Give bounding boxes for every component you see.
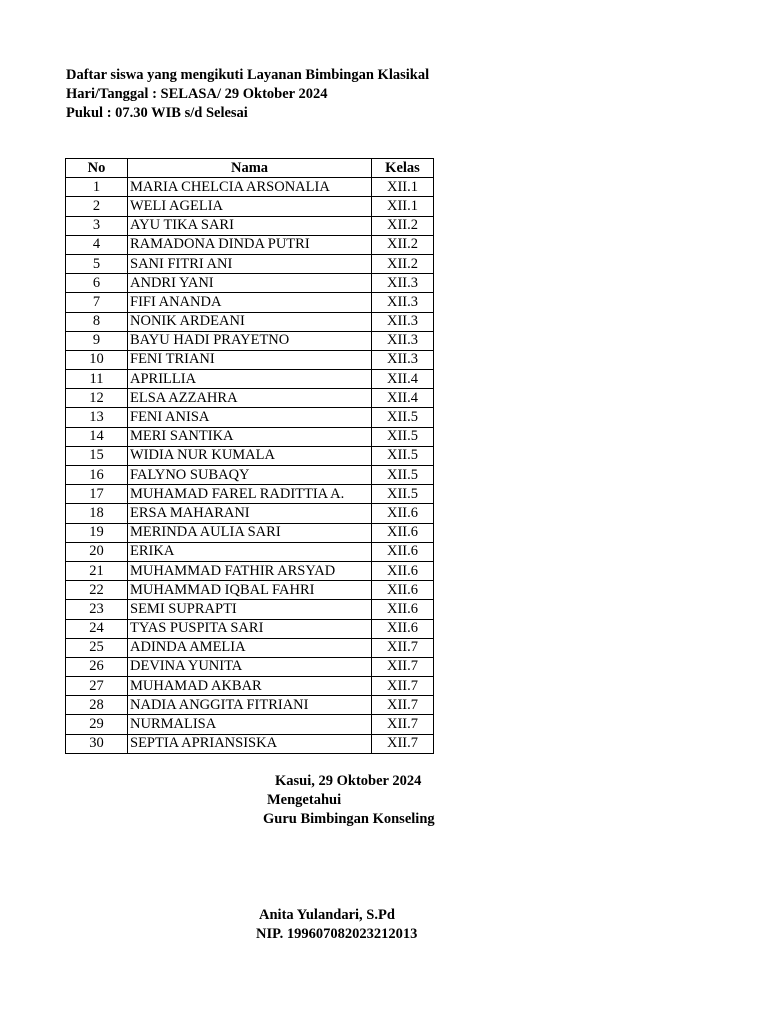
- cell-no: 4: [66, 235, 128, 254]
- cell-kelas: XII.3: [372, 312, 434, 331]
- cell-kelas: XII.7: [372, 734, 434, 753]
- cell-kelas: XII.5: [372, 427, 434, 446]
- table-row: [66, 312, 434, 331]
- table-row: [66, 370, 434, 389]
- signature-place-date: Kasui, 29 Oktober 2024: [275, 773, 422, 789]
- cell-kelas: XII.4: [372, 389, 434, 408]
- cell-nama: MERI SANTIKA: [128, 427, 372, 446]
- table-row: [66, 619, 434, 638]
- table-header-row: [66, 159, 434, 178]
- cell-kelas: XII.2: [372, 235, 434, 254]
- table-row: [66, 350, 434, 369]
- cell-nama: WELI AGELIA: [128, 197, 372, 216]
- table-row: [66, 657, 434, 676]
- table-row: [66, 293, 434, 312]
- cell-no: 3: [66, 216, 128, 235]
- cell-no: 2: [66, 197, 128, 216]
- cell-nama: ELSA AZZAHRA: [128, 389, 372, 408]
- cell-no: 22: [66, 581, 128, 600]
- cell-no: 1: [66, 178, 128, 197]
- cell-kelas: XII.2: [372, 254, 434, 273]
- cell-nama: FENI TRIANI: [128, 350, 372, 369]
- cell-kelas: XII.2: [372, 216, 434, 235]
- document-title: Daftar siswa yang mengikuti Layanan Bimbingan Klasikal: [66, 67, 430, 83]
- cell-no: 9: [66, 331, 128, 350]
- cell-no: 16: [66, 466, 128, 485]
- cell-kelas: XII.5: [372, 485, 434, 504]
- cell-nama: AYU TIKA SARI: [128, 216, 372, 235]
- table-row: [66, 408, 434, 427]
- cell-kelas: XII.3: [372, 293, 434, 312]
- cell-kelas: XII.7: [372, 715, 434, 734]
- cell-nama: FIFI ANANDA: [128, 293, 372, 312]
- cell-no: 13: [66, 408, 128, 427]
- table-row: [66, 715, 434, 734]
- cell-kelas: XII.3: [372, 274, 434, 293]
- cell-nama: FENI ANISA: [128, 408, 372, 427]
- table-row: [66, 600, 434, 619]
- cell-no: 15: [66, 446, 128, 465]
- table-row: [66, 638, 434, 657]
- cell-nama: WIDIA NUR KUMALA: [128, 446, 372, 465]
- cell-nama: MUHAMMAD IQBAL FAHRI: [128, 581, 372, 600]
- cell-kelas: XII.6: [372, 561, 434, 580]
- table-row: [66, 504, 434, 523]
- cell-no: 23: [66, 600, 128, 619]
- cell-kelas: XII.7: [372, 657, 434, 676]
- cell-no: 29: [66, 715, 128, 734]
- table-row: [66, 523, 434, 542]
- cell-no: 24: [66, 619, 128, 638]
- cell-kelas: XII.6: [372, 542, 434, 561]
- document-header: [66, 66, 429, 123]
- signature-role: Guru Bimbingan Konseling: [263, 811, 435, 827]
- cell-kelas: XII.4: [372, 370, 434, 389]
- cell-no: 8: [66, 312, 128, 331]
- cell-nama: APRILLIA: [128, 370, 372, 389]
- cell-nama: RAMADONA DINDA PUTRI: [128, 235, 372, 254]
- table-row: [66, 446, 434, 465]
- cell-kelas: XII.7: [372, 638, 434, 657]
- cell-no: 25: [66, 638, 128, 657]
- table-row: [66, 254, 434, 273]
- signature-nip: NIP. 199607082023212013: [256, 926, 418, 942]
- signature-name: Anita Yulandari, S.Pd: [259, 907, 395, 923]
- cell-nama: DEVINA YUNITA: [128, 657, 372, 676]
- table-row: [66, 677, 434, 696]
- cell-no: 28: [66, 696, 128, 715]
- cell-no: 27: [66, 677, 128, 696]
- cell-no: 18: [66, 504, 128, 523]
- signature-acknowledged: Mengetahui: [267, 792, 342, 808]
- cell-no: 10: [66, 350, 128, 369]
- table-row: [66, 235, 434, 254]
- cell-no: 11: [66, 370, 128, 389]
- cell-no: 7: [66, 293, 128, 312]
- cell-no: 12: [66, 389, 128, 408]
- cell-no: 14: [66, 427, 128, 446]
- cell-nama: TYAS PUSPITA SARI: [128, 619, 372, 638]
- table-row: [66, 542, 434, 561]
- table-row: [66, 561, 434, 580]
- cell-nama: ERSA MAHARANI: [128, 504, 372, 523]
- cell-no: 5: [66, 254, 128, 273]
- table-row: [66, 178, 434, 197]
- cell-kelas: XII.7: [372, 696, 434, 715]
- table-row: [66, 216, 434, 235]
- table-body: [66, 178, 434, 754]
- cell-kelas: XII.6: [372, 581, 434, 600]
- cell-kelas: XII.5: [372, 408, 434, 427]
- cell-kelas: XII.3: [372, 331, 434, 350]
- column-header-no: No: [66, 159, 128, 178]
- cell-kelas: XII.6: [372, 504, 434, 523]
- student-table: [65, 158, 434, 754]
- table-row: [66, 427, 434, 446]
- cell-nama: NADIA ANGGITA FITRIANI: [128, 696, 372, 715]
- time-line: Pukul : 07.30 WIB s/d Selesai: [66, 105, 248, 121]
- cell-no: 6: [66, 274, 128, 293]
- table-row: [66, 734, 434, 753]
- cell-nama: ERIKA: [128, 542, 372, 561]
- cell-nama: ANDRI YANI: [128, 274, 372, 293]
- cell-no: 30: [66, 734, 128, 753]
- cell-nama: MUHAMAD AKBAR: [128, 677, 372, 696]
- cell-kelas: XII.1: [372, 178, 434, 197]
- table-row: [66, 466, 434, 485]
- column-header-nama: Nama: [128, 159, 372, 178]
- cell-kelas: XII.5: [372, 466, 434, 485]
- cell-kelas: XII.7: [372, 677, 434, 696]
- cell-kelas: XII.3: [372, 350, 434, 369]
- cell-nama: SEMI SUPRAPTI: [128, 600, 372, 619]
- table-row: [66, 696, 434, 715]
- table-row: [66, 389, 434, 408]
- cell-nama: SEPTIA APRIANSISKA: [128, 734, 372, 753]
- cell-no: 20: [66, 542, 128, 561]
- cell-nama: SANI FITRI ANI: [128, 254, 372, 273]
- cell-no: 17: [66, 485, 128, 504]
- table-row: [66, 485, 434, 504]
- cell-kelas: XII.5: [372, 446, 434, 465]
- cell-no: 21: [66, 561, 128, 580]
- table-row: [66, 581, 434, 600]
- date-line: Hari/Tanggal : SELASA/ 29 Oktober 2024: [66, 86, 328, 102]
- cell-kelas: XII.6: [372, 600, 434, 619]
- cell-no: 19: [66, 523, 128, 542]
- table-row: [66, 197, 434, 216]
- cell-no: 26: [66, 657, 128, 676]
- cell-nama: NONIK ARDEANI: [128, 312, 372, 331]
- cell-kelas: XII.1: [372, 197, 434, 216]
- table-row: [66, 274, 434, 293]
- cell-kelas: XII.6: [372, 619, 434, 638]
- cell-nama: MERINDA AULIA SARI: [128, 523, 372, 542]
- cell-nama: BAYU HADI PRAYETNO: [128, 331, 372, 350]
- table-row: [66, 331, 434, 350]
- cell-nama: MUHAMMAD FATHIR ARSYAD: [128, 561, 372, 580]
- cell-nama: FALYNO SUBAQY: [128, 466, 372, 485]
- column-header-kelas: Kelas: [372, 159, 434, 178]
- cell-nama: MUHAMAD FAREL RADITTIA A.: [128, 485, 372, 504]
- cell-nama: ADINDA AMELIA: [128, 638, 372, 657]
- cell-nama: NURMALISA: [128, 715, 372, 734]
- cell-nama: MARIA CHELCIA ARSONALIA: [128, 178, 372, 197]
- cell-kelas: XII.6: [372, 523, 434, 542]
